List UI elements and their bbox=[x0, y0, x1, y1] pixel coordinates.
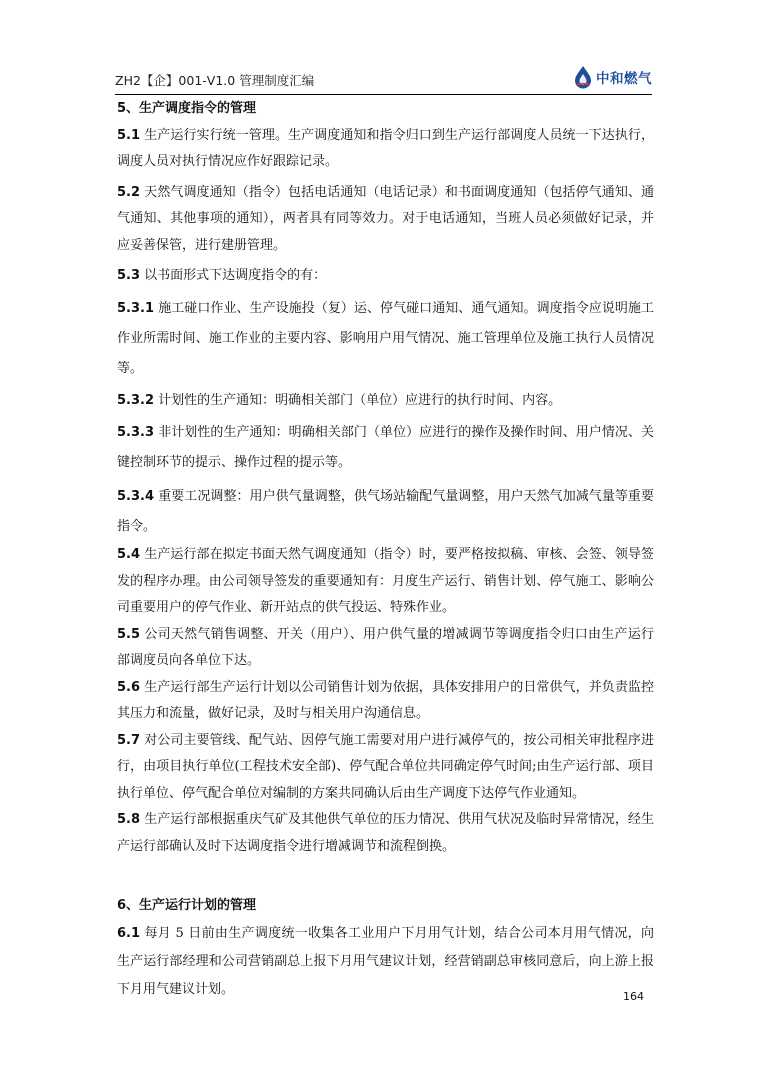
paragraph-5-8 bbox=[117, 807, 654, 860]
paragraph-5-2 bbox=[117, 180, 654, 260]
paragraph-5-1 bbox=[117, 123, 654, 176]
page-header bbox=[115, 62, 652, 95]
page-number: 164 bbox=[623, 990, 644, 1003]
clause-number: 5.2 bbox=[117, 184, 141, 200]
clause-number: 5.3 bbox=[117, 268, 141, 283]
logo-text: 中和燃气 bbox=[596, 71, 652, 87]
clause-number: 5.5 bbox=[117, 626, 141, 642]
clause-number: 5.3.1 bbox=[117, 300, 155, 316]
paragraph-5-6 bbox=[117, 675, 654, 728]
clause-text: 公司天然气销售调整、开关（用户）、用户供气量的增减调节等调度指令归口由生产运行部调度员向各单位下达。 bbox=[117, 626, 654, 668]
header-title: ZH2【企】001-V1.0 管理制度汇编 bbox=[115, 73, 315, 88]
clause-text: 施工碰口作业、生产设施投（复）运、停气碰口通知、通气通知。调度指令应说明施工作业所需时间、施工作业的主要内容、影响用户用气情况、施工管理单位及施工执行人员情况等。 bbox=[117, 300, 654, 376]
clause-number: 5.3.3 bbox=[117, 425, 155, 440]
paragraph-5-3-1 bbox=[117, 294, 654, 384]
paragraph-5-7 bbox=[117, 728, 654, 808]
clause-number: 6.1 bbox=[117, 925, 141, 941]
clause-text: 计划性的生产通知：明确相关部门（单位）应进行的执行时间、内容。 bbox=[158, 392, 562, 408]
paragraph-5-3 bbox=[117, 263, 654, 290]
clause-text: 非计划性的生产通知：明确相关部门（单位）应进行的操作及操作时间、用户情况、关键控制环节的提示、操作过程的提示等。 bbox=[117, 425, 654, 470]
clause-number: 5.6 bbox=[117, 679, 141, 695]
clause-number: 5.7 bbox=[117, 732, 141, 748]
paragraph-5-3-4 bbox=[117, 482, 654, 542]
paragraph-5-3-3 bbox=[117, 418, 654, 478]
clause-text: 生产运行部在拟定书面天然气调度通知（指令）时，要严格按拟稿、审核、会签、领导签发的程序办理。由公司领导签发的重要通知有：月度生产运行、销售计划、停气施工、影响公司重要用户的停气作业、新开站点的供气投运、特殊作业。 bbox=[117, 547, 654, 615]
clause-text: 以书面形式下达调度指令的有： bbox=[144, 268, 327, 283]
paragraph-5-4 bbox=[117, 542, 654, 622]
paragraph-6-1 bbox=[117, 920, 654, 1004]
paragraph-5-3-2 bbox=[117, 388, 654, 415]
clause-number: 5.1 bbox=[117, 127, 141, 143]
section-5-heading: 5、生产调度指令的管理 bbox=[117, 101, 257, 116]
paragraph-5-5 bbox=[117, 622, 654, 675]
clause-text: 每月 5 日前由生产调度统一收集各工业用户下月用气计划，结合公司本月用气情况，向生产运行部经理和公司营销副总上报下月用气建议计划，经营销副总审核同意后，向上游上报下月用气建议计划。 bbox=[117, 925, 654, 997]
clause-text: 生产运行实行统一管理。生产调度通知和指令归口到生产运行部调度人员统一下达执行，调度人员对执行情况应作好跟踪记录。 bbox=[117, 127, 654, 169]
company-logo bbox=[573, 63, 652, 91]
clause-number: 5.4 bbox=[117, 547, 141, 562]
document-body bbox=[117, 96, 654, 1004]
clause-number: 5.3.2 bbox=[117, 392, 155, 408]
clause-number: 5.3.4 bbox=[117, 489, 155, 504]
clause-text: 对公司主要管线、配气站、因停气施工需要对用户进行减停气的，按公司相关审批程序进行，由项目执行单位(工程技术安全部)、停气配合单位共同确定停气时间;由生产运行部、项目执行单位、停气配合单位对编制的方案共同确认后由生产调度下达停气作业通知。 bbox=[117, 732, 654, 801]
clause-text: 生产运行部根据重庆气矿及其他供气单位的压力情况、供用气状况及临时异常情况，经生产运行部确认及时下达调度指令进行增减调节和流程倒换。 bbox=[117, 812, 654, 854]
section-6-heading: 6、生产运行计划的管理 bbox=[117, 898, 257, 913]
clause-text: 重要工况调整：用户供气量调整，供气场站输配气量调整，用户天然气加减气量等重要指令。 bbox=[117, 489, 654, 534]
clause-text: 天然气调度通知（指令）包括电话通知（电话记录）和书面调度通知（包括停气通知、通气通知、其他事项的通知），两者具有同等效力。对于电话通知，当班人员必须做好记录，并应妥善保管，进行建册管理。 bbox=[117, 184, 654, 253]
clause-text: 生产运行部生产运行计划以公司销售计划为依据，具体安排用户的日常供气，并负责监控其压力和流量，做好记录，及时与相关用户沟通信息。 bbox=[117, 679, 654, 721]
flame-drop-logo-icon bbox=[573, 65, 593, 89]
clause-number: 5.8 bbox=[117, 812, 141, 827]
